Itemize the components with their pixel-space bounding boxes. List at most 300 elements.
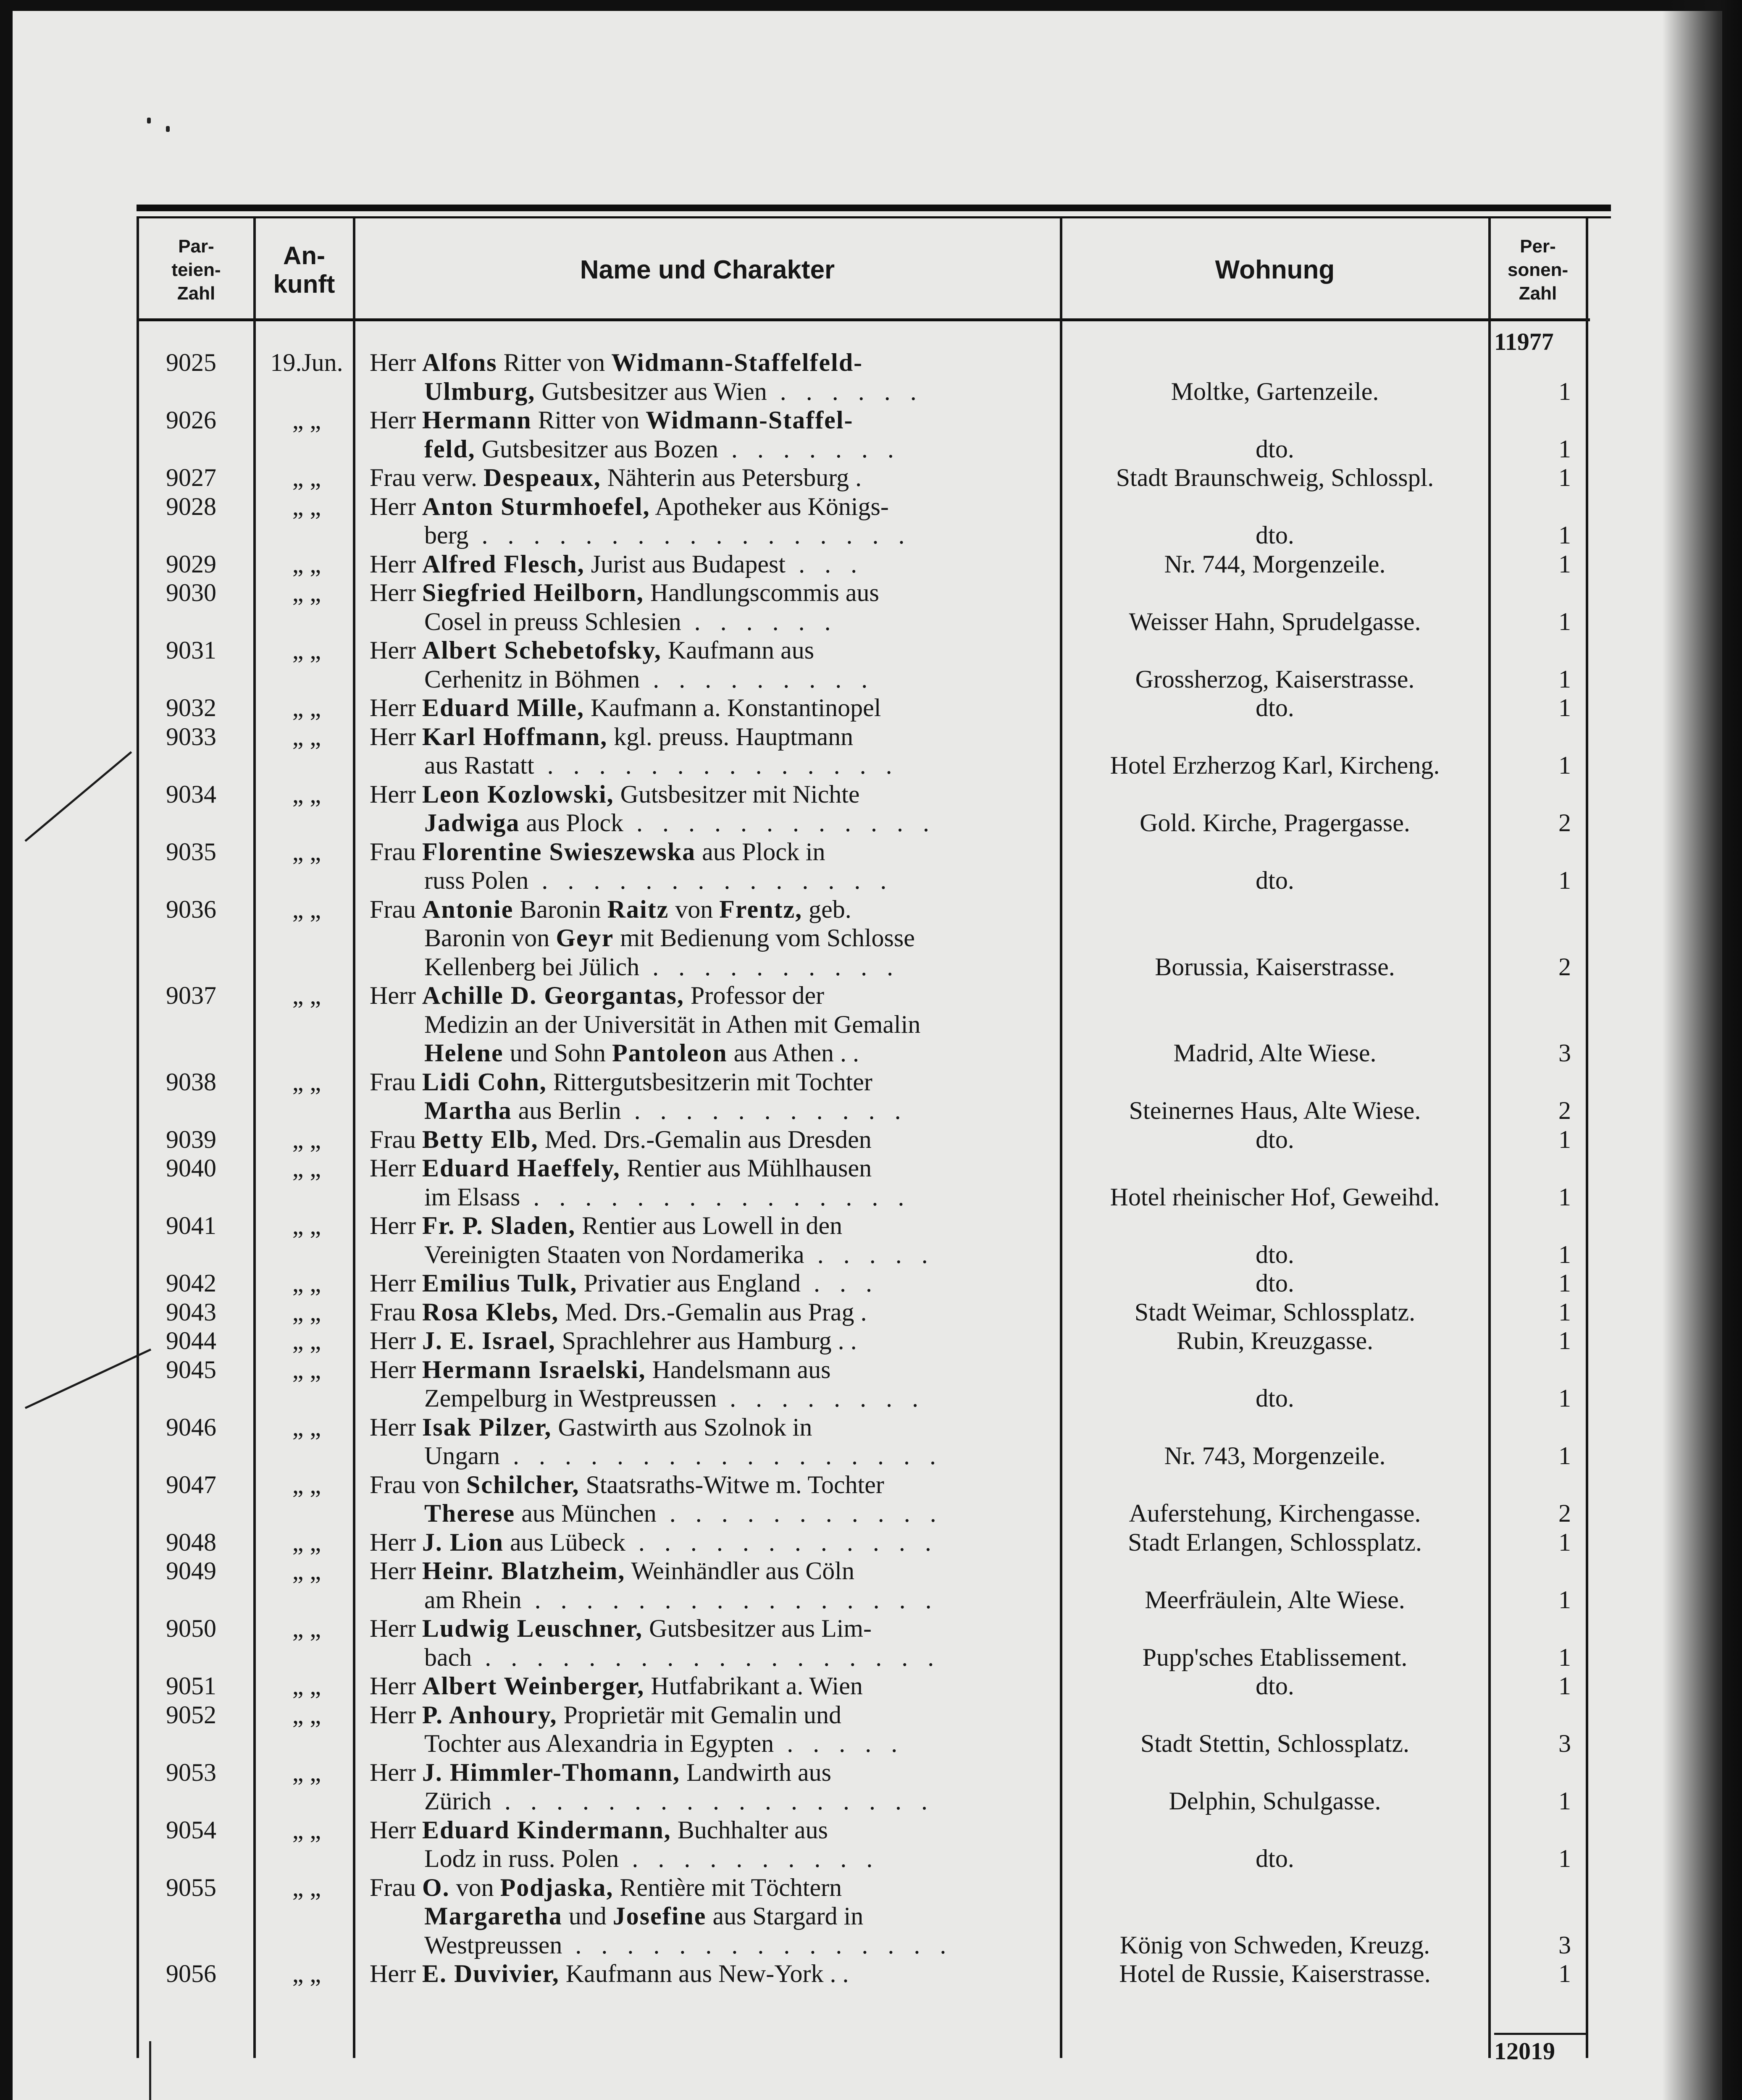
party-number: 9025 [166, 349, 216, 376]
residence: dto. [1256, 521, 1294, 549]
guest-name: Geyr [556, 924, 614, 952]
residence: Steinernes Haus, Alte Wiese. [1129, 1097, 1421, 1124]
ledger-row [0, 1153, 1742, 1211]
entry-text: Herr [370, 1212, 422, 1239]
dot-leader: . . . [801, 1269, 879, 1297]
ledger-row [0, 492, 1742, 549]
guest-name: Eduard Mille, [422, 694, 584, 722]
person-count: 3 [1558, 1730, 1571, 1757]
person-count: 1 [1558, 1787, 1571, 1815]
entry-text: Frau [370, 1068, 422, 1096]
arrival-date: „ „ [292, 550, 321, 578]
header-party-count: Par- teien- Zahl [171, 236, 221, 304]
header-arrival: An- kunft [273, 241, 335, 298]
guest-name: Despeaux, [483, 464, 601, 491]
dot-leader: . . . . . . . . . . [619, 1845, 880, 1872]
residence: Nr. 744, Morgenzeile. [1164, 550, 1386, 578]
residence: dto. [1256, 1845, 1294, 1872]
entry-text: Herr [370, 982, 422, 1009]
ledger-row [0, 837, 1742, 895]
arrival-date: „ „ [292, 1873, 321, 1901]
margin-bracket [149, 2041, 151, 2100]
name-line [424, 1729, 1054, 1758]
entry-text: Herr [370, 780, 422, 808]
guest-name: Hermann [422, 406, 532, 434]
entry-text: Ungarn [424, 1442, 500, 1470]
guest-name: Emilius Tulk, [422, 1269, 578, 1297]
entry-text: aus München [515, 1499, 657, 1527]
entry-text: aus Athen . . [727, 1039, 859, 1067]
person-count: 1 [1558, 694, 1571, 722]
entry-text: Gastwirth aus Szolnok in [552, 1413, 812, 1441]
entry-text: Herr [370, 492, 422, 520]
name-line [370, 837, 1054, 866]
party-number: 9037 [166, 982, 216, 1009]
name-line [370, 1412, 1054, 1442]
party-number: 9030 [166, 579, 216, 606]
ledger-row [0, 1700, 1742, 1758]
residence: Grossherzog, Kaiserstrasse. [1135, 665, 1415, 693]
party-number: 9056 [166, 1960, 216, 1987]
entry-text: Landwirth aus [680, 1758, 831, 1786]
margin-speck [166, 126, 170, 132]
name-line [370, 1326, 1054, 1355]
residence: Delphin, Schulgasse. [1169, 1787, 1381, 1815]
guest-name: Podjaska, [500, 1873, 614, 1901]
guest-name: Frentz, [719, 895, 803, 923]
name-line [370, 1528, 1054, 1557]
person-count: 1 [1558, 1183, 1571, 1211]
guest-name: Fr. P. Sladen, [422, 1212, 576, 1239]
name-line [424, 664, 1054, 694]
entry-text: Zürich [424, 1787, 491, 1815]
header-name: Name und Charakter [580, 255, 835, 284]
name-line [370, 1873, 1054, 1902]
person-count: 1 [1558, 1960, 1571, 1987]
party-number: 9051 [166, 1672, 216, 1700]
guest-name: Heinr. Blatzheim, [422, 1557, 625, 1585]
dot-leader: . . . . . . . . . . . . . . . [562, 1931, 953, 1959]
entry-text: Sprachlehrer aus Hamburg . . [555, 1327, 857, 1354]
name-line [424, 923, 1054, 953]
entry-text: Proprietär mit Gemalin und [557, 1701, 842, 1729]
dot-leader: . . . . . . . . . . . . . . [528, 866, 893, 894]
dot-leader: . . . . . . . . [717, 1384, 925, 1412]
party-number: 9029 [166, 550, 216, 578]
arrival-date: „ „ [292, 780, 321, 808]
guest-name: P. Anhoury, [422, 1701, 557, 1729]
guest-name: Antonie [422, 895, 514, 923]
party-number: 9044 [166, 1327, 216, 1354]
party-number: 9026 [166, 406, 216, 434]
ledger-row [0, 1556, 1742, 1614]
entry-text: Gutsbesitzer aus Bozen [475, 435, 718, 463]
person-count: 1 [1558, 607, 1571, 635]
name-line [424, 377, 1054, 406]
person-count: 1 [1558, 1240, 1571, 1268]
residence: Hotel de Russie, Kaiserstrasse. [1119, 1960, 1431, 1987]
guest-name: J. Lion [422, 1528, 504, 1556]
entry-text: Baronin [513, 895, 607, 923]
entry-text: Hutfabrikant a. Wien [644, 1672, 863, 1700]
residence: dto. [1256, 1384, 1294, 1412]
entry-text: mit Bedienung vom Schlosse [614, 924, 915, 952]
entry-text: am Rhein [424, 1586, 522, 1614]
entry-text: Herr [370, 1557, 422, 1585]
residence: Auferstehung, Kirchengasse. [1129, 1499, 1421, 1527]
dot-leader: . . . . . . . . . . . . . . [534, 751, 899, 779]
arrival-date: „ „ [292, 406, 321, 434]
party-number: 9039 [166, 1125, 216, 1153]
person-count: 1 [1558, 1845, 1571, 1872]
entry-text: Baronin von [424, 924, 556, 952]
guest-name: Ulmburg, [424, 377, 536, 405]
arrival-date: „ „ [292, 1816, 321, 1844]
name-line [424, 520, 1054, 550]
entry-text: Herr [370, 579, 422, 606]
name-line [370, 1614, 1054, 1643]
guest-name: Leon Kozlowski, [422, 780, 614, 808]
residence: König von Schweden, Kreuzg. [1119, 1931, 1430, 1959]
entry-text: Kaufmann aus New-York . . [559, 1960, 849, 1987]
guest-name: Martha [424, 1097, 512, 1124]
entry-text: Herr [370, 406, 422, 434]
party-number: 9046 [166, 1413, 216, 1441]
ledger-row [0, 1125, 1742, 1154]
residence: Stadt Weimar, Schlossplatz. [1134, 1298, 1416, 1326]
party-number: 9053 [166, 1758, 216, 1786]
arrival-date: „ „ [292, 1355, 321, 1383]
entry-text: und Sohn [503, 1039, 612, 1067]
arrival-date: „ „ [292, 1528, 321, 1556]
person-count: 1 [1558, 1384, 1571, 1412]
guest-name: Ludwig Leuschner, [422, 1614, 643, 1642]
person-count: 1 [1558, 1643, 1571, 1671]
name-line [424, 1930, 1054, 1960]
guest-name: Eduard Haeffely, [422, 1154, 620, 1182]
dot-leader: . . . . . . . . . . [639, 953, 900, 981]
person-count: 1 [1558, 1327, 1571, 1354]
top-rule-thin [137, 216, 1611, 218]
ledger-row [0, 1268, 1742, 1297]
name-line [424, 1844, 1054, 1873]
entry-text: Frau [370, 837, 422, 866]
guest-name: Widmann-Staffel- [646, 406, 854, 434]
entry-text: Rentier aus Lowell in den [575, 1212, 843, 1239]
guest-name: Isak Pilzer, [422, 1413, 552, 1441]
name-line [370, 1671, 1054, 1701]
person-count: 1 [1558, 665, 1571, 693]
dot-leader: . . . . . . . . . . . . . . . [520, 1183, 911, 1211]
entry-text: Herr [370, 694, 422, 722]
ledger-row [0, 578, 1742, 635]
person-count: 2 [1558, 1499, 1571, 1527]
arrival-date: „ „ [292, 837, 321, 866]
residence: Hotel Erzherzog Karl, Kircheng. [1110, 751, 1440, 779]
arrival-date: „ „ [292, 1068, 321, 1096]
arrival-date: „ „ [292, 1672, 321, 1700]
name-line [370, 1758, 1054, 1787]
party-number: 9043 [166, 1298, 216, 1326]
name-line [370, 722, 1054, 751]
entry-text: geb. [802, 895, 851, 923]
entry-text: Herr [370, 636, 422, 664]
party-number: 9031 [166, 636, 216, 664]
entry-text: Herr [370, 1816, 422, 1844]
entry-text: Cosel in preuss Schlesien [424, 607, 681, 635]
guest-name: E. Duvivier, [422, 1960, 560, 1987]
name-line [370, 405, 1054, 435]
residence: Borussia, Kaiserstrasse. [1155, 953, 1395, 981]
entry-text: Med. Drs.-Gemalin aus Dresden [538, 1125, 872, 1153]
entry-text: Herr [370, 1413, 422, 1441]
party-number: 9049 [166, 1557, 216, 1585]
person-count: 1 [1558, 377, 1571, 405]
name-line [370, 348, 1054, 377]
person-count: 1 [1558, 1442, 1571, 1470]
guest-name: Josefine [612, 1902, 707, 1930]
residence: dto. [1256, 1672, 1294, 1700]
person-count: 2 [1558, 1097, 1571, 1124]
party-number: 9048 [166, 1528, 216, 1556]
arrival-date: 19.Jun. [270, 349, 343, 376]
ledger-row [0, 780, 1742, 837]
entry-text: Kaufmann a. Konstantinopel [584, 694, 881, 722]
guest-name: Anton Sturmhoefel, [422, 492, 650, 520]
ledger-row [0, 895, 1742, 981]
entry-text: Herr [370, 1154, 422, 1182]
arrival-date: „ „ [292, 579, 321, 606]
name-line [370, 1297, 1054, 1327]
guest-name: Karl Hoffmann, [422, 722, 608, 751]
residence: Moltke, Gartenzeile. [1171, 377, 1379, 405]
name-line [370, 578, 1054, 607]
name-line [370, 1470, 1054, 1499]
entry-text: Westpreussen [424, 1931, 562, 1959]
dot-leader: . . . . . . . . . . . . [623, 809, 936, 837]
party-number: 9035 [166, 837, 216, 866]
entry-text: Herr [370, 1960, 422, 1987]
entry-text: Staatsraths-Witwe m. Tochter [579, 1470, 884, 1499]
entry-text: von [669, 895, 720, 923]
guest-name: O. [422, 1873, 450, 1901]
ledger-row [0, 1470, 1742, 1528]
name-line [370, 1211, 1054, 1240]
ledger-row [0, 1873, 1742, 1959]
dot-leader: . . . . . . . . . . . . . . . . . . [472, 1643, 941, 1671]
party-number: 9028 [166, 492, 216, 520]
arrival-date: „ „ [292, 694, 321, 722]
ledger-row [0, 1412, 1742, 1470]
entry-text: von [449, 1873, 500, 1901]
arrival-date: „ „ [292, 1125, 321, 1153]
ledger-row [0, 1815, 1742, 1873]
arrival-date: „ „ [292, 636, 321, 664]
party-number: 9052 [166, 1701, 216, 1729]
person-count: 1 [1558, 521, 1571, 549]
arrival-date: „ „ [292, 1212, 321, 1239]
entry-text: aus Rastatt [424, 751, 534, 779]
name-line [424, 751, 1054, 780]
name-line [370, 635, 1054, 665]
arrival-date: „ „ [292, 1413, 321, 1441]
entry-text: Herr [370, 1701, 422, 1729]
entry-text: Privatier aus England [577, 1269, 801, 1297]
entry-text: Cerhenitz in Böhmen [424, 665, 640, 693]
arrival-date: „ „ [292, 722, 321, 751]
entry-text: Herr [370, 349, 422, 376]
name-line [370, 1815, 1054, 1845]
final-total: 12019 [1494, 2037, 1555, 2065]
residence: dto. [1256, 1269, 1294, 1297]
entry-text: Frau [370, 1125, 422, 1153]
ledger-row [0, 635, 1742, 693]
guest-name: J. Himmler-Thomann, [422, 1758, 681, 1786]
name-line [424, 1441, 1054, 1470]
guest-name: Albert Weinberger, [422, 1672, 645, 1700]
arrival-date: „ „ [292, 1470, 321, 1499]
name-line [424, 1240, 1054, 1269]
guest-name: Raitz [607, 895, 669, 923]
entry-text: Rentière mit Töchtern [613, 1873, 842, 1901]
ledger-row [0, 1758, 1742, 1815]
residence: dto. [1256, 1240, 1294, 1268]
entry-text: Handelsmann aus [646, 1355, 831, 1383]
party-number: 9047 [166, 1470, 216, 1499]
entry-text: Gutsbesitzer mit Nichte [614, 780, 860, 808]
arrival-date: „ „ [292, 1960, 321, 1987]
entry-text: Buchhalter aus [671, 1816, 828, 1844]
entry-text: Frau [370, 895, 422, 923]
name-line [370, 693, 1054, 722]
arrival-date: „ „ [292, 895, 321, 923]
ledger-row [0, 1671, 1742, 1700]
guest-name: Hermann Israelski, [422, 1355, 646, 1383]
arrival-date: „ „ [292, 1154, 321, 1182]
residence: Nr. 743, Morgenzeile. [1164, 1442, 1386, 1470]
ledger-row [0, 1211, 1742, 1268]
name-line [370, 1268, 1054, 1298]
arrival-date: „ „ [292, 982, 321, 1009]
name-line [424, 1786, 1054, 1816]
name-line [370, 463, 1054, 492]
entry-text: Nähterin aus Petersburg . [601, 464, 862, 491]
residence: dto. [1256, 694, 1294, 722]
arrival-date: „ „ [292, 1614, 321, 1642]
arrival-date: „ „ [292, 1758, 321, 1786]
carried-total: 11977 [1494, 328, 1554, 355]
ledger-row [0, 981, 1742, 1067]
name-line [370, 1959, 1054, 1988]
ledger-row [0, 1614, 1742, 1671]
dot-leader: . . . . . . . [718, 435, 901, 463]
party-number: 9040 [166, 1154, 216, 1182]
residence: Stadt Braunschweig, Schlosspl. [1116, 464, 1434, 491]
entry-text: Medizin an der Universität in Athen mit Gemalin [424, 1010, 921, 1038]
ledger-row [0, 1297, 1742, 1326]
arrival-date: „ „ [292, 1557, 321, 1585]
party-number: 9033 [166, 722, 216, 751]
guest-name: Schilcher, [466, 1470, 580, 1499]
name-line [424, 434, 1054, 464]
entry-text: Weinhändler aus Cöln [625, 1557, 854, 1585]
name-line [370, 492, 1054, 521]
guest-name: Margaretha [424, 1902, 562, 1930]
name-line [424, 1499, 1054, 1528]
header-persons: Per- sonen- Zahl [1507, 236, 1569, 304]
name-line [424, 1182, 1054, 1212]
dot-leader: . . . . . . . . . . . . . . . . . [468, 521, 912, 549]
entry-text: Vereinigten Staaten von Nordamerika [424, 1240, 804, 1268]
sum-rule [1494, 2033, 1586, 2035]
party-number: 9054 [166, 1816, 216, 1844]
person-count: 1 [1558, 435, 1571, 463]
entry-text: aus Stargard in [706, 1902, 864, 1930]
ledger-row [0, 549, 1742, 578]
ledger-row [0, 693, 1742, 722]
dot-leader: . . . . . . . . . . . [621, 1097, 908, 1124]
name-line [370, 895, 1054, 924]
entry-text: kgl. preuss. Hauptmann [607, 722, 854, 751]
ledger-row [0, 1326, 1742, 1355]
guest-name: Rosa Klebs, [422, 1298, 559, 1326]
entry-text: aus Berlin [512, 1097, 621, 1124]
entry-text: aus Lübeck [503, 1528, 625, 1556]
person-count: 1 [1558, 866, 1571, 894]
entry-text: Herr [370, 1758, 422, 1786]
ledger-row [0, 463, 1742, 492]
name-line [424, 1096, 1054, 1125]
ledger-row [0, 1959, 1742, 1988]
name-line [424, 1643, 1054, 1672]
dot-leader: . . . . . . . . . . . . . . . . . [499, 1442, 943, 1470]
guest-name: J. E. Israel, [422, 1327, 556, 1354]
entry-text: berg [424, 521, 469, 549]
dot-leader: . . . . . . [767, 377, 923, 405]
party-number: 9036 [166, 895, 216, 923]
residence: Madrid, Alte Wiese. [1173, 1039, 1377, 1067]
guest-name: Pantoleon [612, 1039, 728, 1067]
person-count: 1 [1558, 1672, 1571, 1700]
guest-name: Betty Elb, [422, 1125, 539, 1153]
ledger-row [0, 1067, 1742, 1125]
residence: Weisser Hahn, Sprudelgasse. [1129, 607, 1421, 635]
entry-text: Handlungscommis aus [644, 579, 879, 606]
entry-text: Rittergutsbesitzerin mit Tochter [547, 1068, 872, 1096]
party-number: 9038 [166, 1068, 216, 1096]
guest-name: Florentine Swieszewska [422, 837, 696, 866]
name-line [424, 808, 1054, 837]
person-count: 1 [1558, 550, 1571, 578]
entry-text: Herr [370, 550, 422, 578]
dot-leader: . . . . . [804, 1240, 935, 1268]
guest-name: Eduard Kindermann, [422, 1816, 671, 1844]
party-number: 9041 [166, 1212, 216, 1239]
arrival-date: „ „ [292, 464, 321, 491]
dot-leader: . . . . . [774, 1730, 904, 1757]
margin-speck [147, 118, 151, 123]
party-number: 9045 [166, 1355, 216, 1383]
dot-leader: . . . [786, 550, 864, 578]
person-count: 3 [1558, 1931, 1571, 1959]
entry-text: Lodz in russ. Polen [424, 1845, 619, 1872]
guest-name: Helene [424, 1039, 504, 1067]
name-line [370, 1700, 1054, 1730]
entry-text: Ritter von [531, 406, 646, 434]
entry-text: Jurist aus Budapest [584, 550, 786, 578]
guest-name: Achille D. Georgantas, [422, 982, 684, 1009]
person-count: 1 [1558, 1125, 1571, 1153]
